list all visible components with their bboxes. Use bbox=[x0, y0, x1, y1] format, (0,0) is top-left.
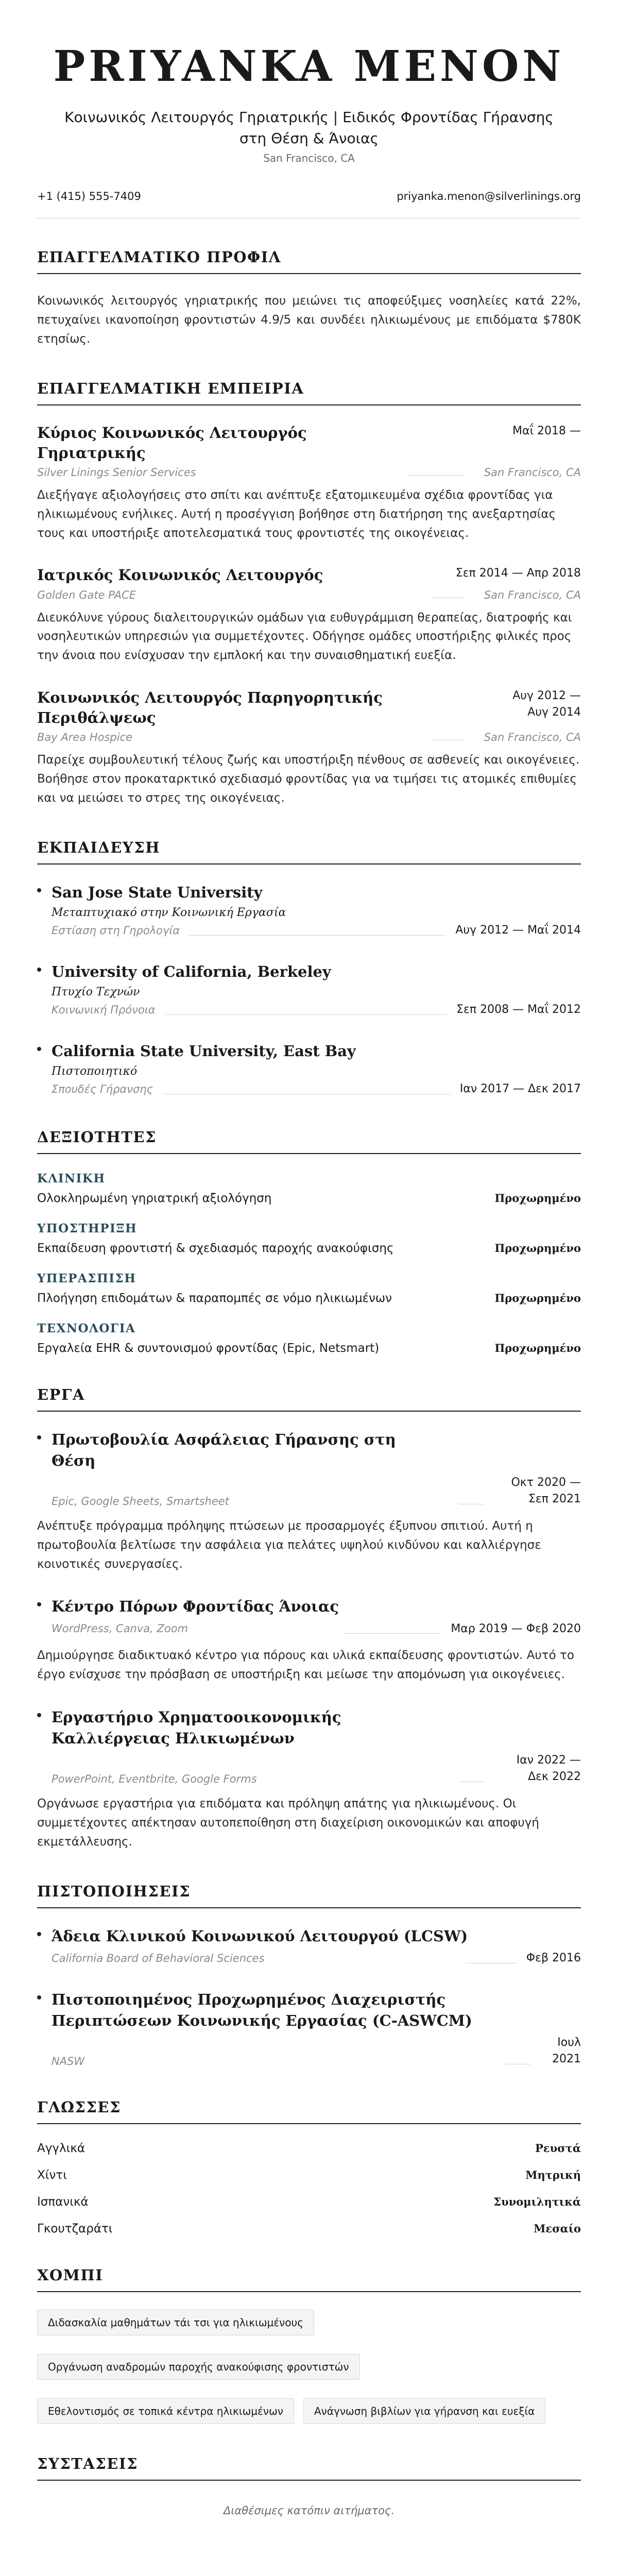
language-name: Αγγλικά bbox=[37, 2141, 85, 2155]
project-description: Δημιούργησε διαδικτυακό κέντρο για πόρους και υλικά εκπαίδευσης φροντιστών. Αυτό το έργο ενίσχυσε την πρόσβαση σε υποστήριξη και μείωσε την απομόνωση για οικογένειες. bbox=[37, 1649, 574, 1682]
skill-name: Εκπαίδευση φροντιστή & σχεδιασμός παροχής ανακούφισης bbox=[37, 1241, 394, 1255]
job-organization: Silver Linings Senior Services bbox=[37, 466, 196, 479]
education-date: Ιαν 2017 — Δεκ 2017 bbox=[459, 1082, 581, 1095]
certification-date: Φεβ 2016 bbox=[526, 1951, 581, 1964]
skill-group bbox=[37, 1321, 581, 1355]
skills-section bbox=[37, 1128, 581, 1355]
language-name: Γκουτζαράτι bbox=[37, 2222, 113, 2235]
degree: Πιστοποιητικό bbox=[52, 1064, 138, 1078]
project-tools: WordPress, Canva, Zoom bbox=[52, 1622, 188, 1635]
job-title: Ιατρικός Κοινωνικός Λειτουργός bbox=[37, 566, 323, 584]
language-row bbox=[37, 2222, 581, 2235]
language-name: Ισπανικά bbox=[37, 2195, 89, 2209]
section-title-projects: ΕΡΓΑ bbox=[37, 1386, 581, 1412]
skill-category: ΤΕΧΝΟΛΟΓΙΑ bbox=[37, 1321, 136, 1335]
hobbies-section bbox=[37, 2266, 581, 2424]
field-of-study: Σπουδές Γήρανσης bbox=[52, 1082, 153, 1095]
job-description: Διευκόλυνε γύρους διαλειτουργικών ομάδων για ευθυγράμμιση θεραπείας, διατροφής και νοσηλευτικών υπηρεσιών για συμμετέχοντες. Οδήγησε ομάδες υποστήριξης φιλικές προς την άνοια που ενίσχυσαν την εμπλοκή και την συναισθηματική ευεξία. bbox=[37, 611, 572, 663]
project-entry bbox=[37, 1596, 581, 1684]
project-date: Οκτ 2020 — Σεπ 2021 bbox=[511, 1476, 581, 1506]
language-level: Μητρική bbox=[525, 2168, 581, 2181]
language-level: Συνομιλητικά bbox=[493, 2195, 581, 2208]
job-date: Σεπ 2014 — Απρ 2018 bbox=[455, 567, 581, 580]
education-entry bbox=[37, 1041, 581, 1097]
skill-group bbox=[37, 1272, 581, 1305]
skill-name: Ολοκληρωμένη γηριατρική αξιολόγηση bbox=[37, 1191, 272, 1205]
section-title-certifications: ΠΙΣΤΟΠΟΙΗΣΕΙΣ bbox=[37, 1883, 581, 1908]
experience-section bbox=[37, 380, 581, 808]
section-title-languages: ΓΛΩΣΣΕΣ bbox=[37, 2098, 581, 2124]
language-row bbox=[37, 2168, 581, 2182]
project-name: Εργαστήριο Χρηματοοικονομικής Καλλιέργειας Ηλικιωμένων bbox=[52, 1708, 341, 1748]
section-title-profile: ΕΠΑΓΓΕΛΜΑΤΙΚΟ ΠΡΟΦΙΛ bbox=[37, 248, 581, 274]
leader-line bbox=[189, 935, 446, 936]
project-name: Πρωτοβουλία Ασφάλειας Γήρανσης στη Θέση bbox=[52, 1430, 396, 1469]
project-tools: PowerPoint, Eventbrite, Google Forms bbox=[52, 1773, 257, 1786]
section-title-hobbies: ΧΟΜΠΙ bbox=[37, 2266, 581, 2292]
job-location: San Francisco, CA bbox=[484, 466, 581, 479]
leader-line bbox=[165, 1014, 447, 1015]
education-entry bbox=[37, 961, 581, 1018]
skill-category: ΥΠΕΡΑΣΠΙΣΗ bbox=[37, 1271, 136, 1285]
job-organization: Bay Area Hospice bbox=[37, 731, 133, 744]
job-description: Διεξήγαγε αξιολογήσεις στο σπίτι και ανέπτυξε εξατομικευμένα σχέδια φροντίδας για ηλικιωμένους ενήλικες. Αυτή η προσέγγιση βοήθησε στη διατήρηση της ανεξαρτησίας τους και υποστήριξε αποτελεσματικά τους φροντιστές της οικογένειας. bbox=[37, 488, 556, 540]
skill-name: Εργαλεία EHR & συντονισμού φροντίδας (Epic, Netsmart) bbox=[37, 1341, 380, 1355]
references-section bbox=[37, 2455, 581, 2517]
section-title-education: ΕΚΠΑΙΔΕΥΣΗ bbox=[37, 839, 581, 865]
certification-entry bbox=[37, 1926, 581, 1967]
leader-line bbox=[407, 475, 464, 476]
references-text: Διαθέσιμες κατόπιν αιτήματος. bbox=[223, 2504, 395, 2517]
language-name: Χίντι bbox=[37, 2168, 67, 2182]
language-level: Μεσαίο bbox=[534, 2222, 581, 2235]
skill-category: ΚΛΙΝΙΚΗ bbox=[37, 1171, 106, 1185]
field-of-study: Εστίαση στη Γηρολογία bbox=[52, 924, 180, 937]
education-entry bbox=[37, 882, 581, 939]
hobby-chip: Διδασκαλία μαθημάτων τάι τσι για ηλικιωμένους bbox=[37, 2310, 314, 2335]
job-description: Παρείχε συμβουλευτική τέλους ζωής και υποστήριξη πένθους σε ασθενείς και οικογένειες. Βοήθησε στον προκαταρκτικό σχεδιασμό φροντίδας για να τιμήσει τις ατομικές επιθυμίες και να μειώσει το στρες της οικογένειας. bbox=[37, 753, 580, 805]
bullet-icon bbox=[37, 1995, 41, 1999]
skill-level: Προχωρημένο bbox=[494, 1292, 581, 1305]
hobby-chip: Οργάνωση αναδρομών παροχής ανακούφισης φροντιστών bbox=[37, 2354, 360, 2380]
bullet-icon bbox=[37, 1047, 41, 1051]
section-title-references: ΣΥΣΤΑΣΕΙΣ bbox=[37, 2455, 581, 2481]
skill-level: Προχωρημένο bbox=[494, 1242, 581, 1255]
certification-issuer: NASW bbox=[52, 2055, 85, 2067]
profile-text: Κοινωνικός λειτουργός γηριατρικής που μειώνει τις αποφεύξιμες νοσηλείες κατά 22%, πετυχαίνει ικανοποίηση φροντιστών 4.9/5 και συνδέει ηλικιωμένους με επιδόματα $780K ετησίως. bbox=[37, 294, 581, 346]
job-title: Κοινωνικός Λειτουργός Παρηγορητικής Περιθάλψεως bbox=[37, 688, 383, 727]
project-description: Οργάνωσε εργαστήρια για επιδόματα και πρόληψη απάτης για ηλικιωμένους. Οι συμμετέχοντες απέκτησαν αυτοπεποίθηση στη διαχείριση οικονομικών και αποφυγή εκμετάλλευσης. bbox=[37, 1797, 539, 1849]
skill-level: Προχωρημένο bbox=[494, 1342, 581, 1355]
language-row bbox=[37, 2195, 581, 2209]
leader-line bbox=[344, 1633, 441, 1634]
skill-group bbox=[37, 1172, 581, 1205]
project-tools: Epic, Google Sheets, Smartsheet bbox=[52, 1495, 229, 1507]
project-date: Ιαν 2022 — Δεκ 2022 bbox=[516, 1754, 581, 1784]
project-description: Ανέπτυξε πρόγραμμα πρόληψης πτώσεων με προσαρμογές έξυπνου σπιτιού. Αυτή η πρωτοβουλία βελτίωσε την ασφάλεια για πελάτες υψηλού κινδύνου και καλλιέργησε κοινοτικές συνεργασίες. bbox=[37, 1519, 541, 1571]
certification-entry bbox=[37, 1989, 581, 2067]
job-date: Αυγ 2012 — Αυγ 2014 bbox=[512, 689, 581, 719]
bullet-icon bbox=[37, 968, 41, 972]
certification-date: Ιουλ 2021 bbox=[552, 2036, 581, 2065]
education-date: Αυγ 2012 — Μαΐ 2014 bbox=[455, 923, 581, 937]
hobby-chips bbox=[37, 2310, 583, 2424]
projects-section bbox=[37, 1386, 581, 1852]
languages-section bbox=[37, 2098, 581, 2235]
job-location: San Francisco, CA bbox=[484, 588, 581, 601]
contact-row bbox=[37, 190, 581, 218]
degree: Πτυχίο Τεχνών bbox=[52, 985, 140, 998]
school-name: University of California, Berkeley bbox=[52, 962, 331, 980]
profile-section bbox=[37, 248, 581, 348]
education-section bbox=[37, 839, 581, 1097]
hobby-chip: Ανάγνωση βιβλίων για γήρανση και ευεξία bbox=[303, 2398, 546, 2424]
certification-issuer: California Board of Behavioral Sciences bbox=[52, 1952, 265, 1964]
skill-category: ΥΠΟΣΤΗΡΙΞΗ bbox=[37, 1221, 138, 1235]
certification-name: Άδεια Κλινικού Κοινωνικού Λειτουργού (LCSW) bbox=[52, 1927, 468, 1945]
candidate-name: PRIYANKA MENON bbox=[53, 42, 565, 91]
location: San Francisco, CA bbox=[263, 152, 355, 165]
bullet-icon bbox=[37, 1602, 41, 1606]
language-row bbox=[37, 2142, 581, 2155]
job-entry bbox=[37, 565, 581, 665]
language-level: Ρευστά bbox=[535, 2141, 581, 2155]
section-title-experience: ΕΠΑΓΓΕΛΜΑΤΙΚΗ ΕΜΠΕΙΡΙΑ bbox=[37, 380, 581, 405]
bullet-icon bbox=[37, 1435, 41, 1439]
hobby-chip: Εθελοντισμός σε τοπικά κέντρα ηλικιωμένων bbox=[37, 2398, 294, 2424]
bullet-icon bbox=[37, 888, 41, 892]
section-title-skills: ΔΕΞΙΟΤΗΤΕΣ bbox=[37, 1128, 581, 1154]
headline: Κοινωνικός Λειτουργός Γηριατρικής | Ειδικός Φροντίδας Γήρανσης στη Θέση & Άνοιας bbox=[64, 109, 554, 147]
job-title: Κύριος Κοινωνικός Λειτουργός Γηριατρικής bbox=[37, 423, 307, 462]
job-location: San Francisco, CA bbox=[484, 731, 581, 744]
project-entry bbox=[37, 1429, 581, 1574]
project-date: Μαρ 2019 — Φεβ 2020 bbox=[451, 1622, 581, 1635]
job-entry bbox=[37, 423, 581, 543]
job-date: Μαΐ 2018 — bbox=[512, 424, 581, 437]
education-date: Σεπ 2008 — Μαΐ 2012 bbox=[456, 1003, 581, 1016]
skill-group bbox=[37, 1222, 581, 1255]
bullet-icon bbox=[37, 1713, 41, 1717]
phone-number[interactable]: +1 (415) 555-7409 bbox=[37, 190, 141, 203]
school-name: San Jose State University bbox=[52, 883, 263, 901]
email-address[interactable]: priyanka.menon@silverlinings.org bbox=[397, 190, 581, 203]
certifications-section bbox=[37, 1883, 581, 2067]
skill-name: Πλοήγηση επιδομάτων & παραπομπές σε νόμο ηλικιωμένων bbox=[37, 1291, 392, 1305]
project-entry bbox=[37, 1707, 581, 1852]
project-name: Κέντρο Πόρων Φροντίδας Άνοιας bbox=[52, 1598, 339, 1616]
certification-name: Πιστοποιημένος Προχωρημένος Διαχειριστής Περιπτώσεων Κοινωνικής Εργασίας (C-ASWCM) bbox=[52, 1990, 472, 2029]
skill-level: Προχωρημένο bbox=[494, 1192, 581, 1205]
school-name: California State University, East Bay bbox=[52, 1042, 356, 1060]
job-organization: Golden Gate PACE bbox=[37, 588, 136, 601]
degree: Μεταπτυχιακό στην Κοινωνική Εργασία bbox=[52, 906, 286, 919]
bullet-icon bbox=[37, 1932, 41, 1936]
field-of-study: Κοινωνική Πρόνοια bbox=[52, 1003, 156, 1016]
job-entry bbox=[37, 688, 581, 808]
